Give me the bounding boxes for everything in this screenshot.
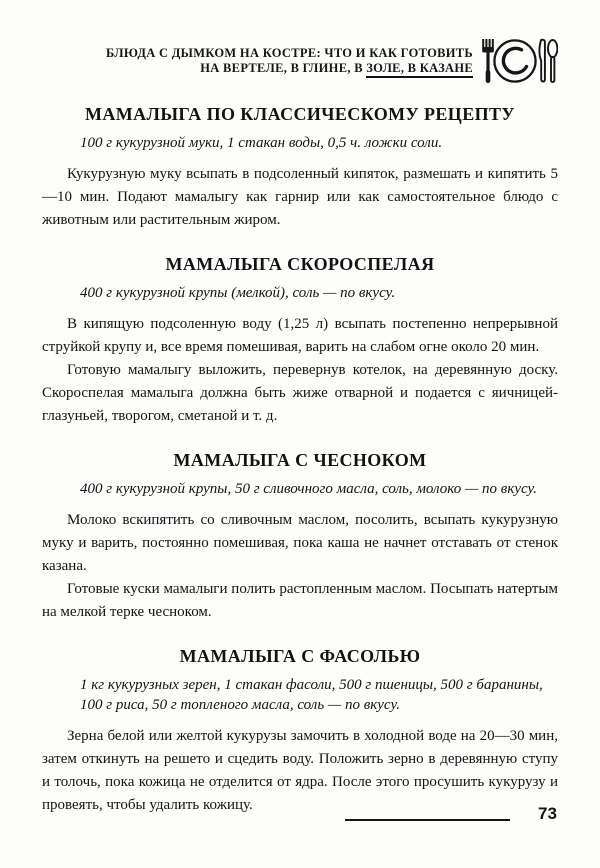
recipe-paragraph: Готовую мамалыгу выложить, перевернув котелок, на деревянную доску. Скороспелая мамалыга должна быть жиже отварной и подается с яичницей-глазуньей, творогом, сметаной и т. д. — [42, 362, 558, 424]
running-head-text — [106, 46, 473, 76]
recipe-ingredients: 400 г кукурузной крупы (мелкой), соль — по вкусу. — [80, 285, 396, 301]
page-number: 73 — [538, 804, 557, 823]
page-content — [42, 38, 558, 817]
place-setting-icon — [480, 38, 558, 84]
recipe-paragraph: Готовые куски мамалыги полить растопленным маслом. Посыпать натертым на мелкой терке чесноком. — [42, 581, 558, 620]
recipe-mamalyga-s-fasolyu — [42, 646, 558, 817]
recipe-mamalyga-classic — [42, 104, 558, 232]
recipe-mamalyga-skorospelaya — [42, 254, 558, 428]
running-head-line1: БЛЮДА С ДЫМКОМ НА КОСТРЕ: ЧТО И КАК ГОТОВИТЬ — [106, 46, 473, 60]
recipe-ingredients: 400 г кукурузной крупы, 50 г сливочного масла, соль, молоко — по вкусу. — [80, 481, 538, 497]
fork-icon — [482, 39, 494, 83]
recipe-paragraph: Молоко вскипятить со сливочным маслом, посолить, всыпать кукурузную муку и варить, постоянно помешивая, пока каша не начнет отставать от стенок казана. — [42, 512, 558, 574]
running-head-underlined-text: ЗОЛЕ, В КАЗАНЕ — [366, 61, 473, 78]
recipe-title: МАМАЛЫГА СКОРОСПЕЛАЯ — [165, 254, 435, 274]
spoon-icon — [548, 40, 557, 82]
recipe-paragraph: В кипящую подсоленную воду (1,25 л) всыпать постепенно непрерывной струйкой крупу и, все время помешивая, варить на слабом огне около 20 мин. — [42, 316, 558, 355]
running-head — [42, 38, 558, 84]
running-head-line2: НА ВЕРТЕЛЕ, В ГЛИНЕ, В ЗОЛЕ, В КАЗАНЕ — [106, 61, 473, 76]
recipe-title: МАМАЛЫГА С ЧЕСНОКОМ — [173, 450, 427, 470]
footer-rule — [345, 819, 510, 821]
recipe-ingredients: 100 г кукурузной муки, 1 стакан воды, 0,5 ч. ложки соли. — [80, 135, 443, 151]
plate-icon — [494, 40, 535, 81]
knife-icon — [539, 40, 544, 82]
recipe-ingredients: 1 кг кукурузных зерен, 1 стакан фасоли, 500 г пшеницы, 500 г баранины, 100 г риса, 50 г топленого масла, соль — по вкусу. — [80, 677, 543, 713]
recipe-title: МАМАЛЫГА С ФАСОЛЬЮ — [179, 646, 421, 666]
recipe-mamalyga-s-chesnokom — [42, 450, 558, 624]
recipe-paragraph: Кукурузную муку всыпать в подсоленный кипяток, размешать и кипятить 5—10 мин. Подают мамалыгу как гарнир или как самостоятельное блюдо с животным или растительным жиром. — [42, 166, 558, 228]
recipe-title: МАМАЛЫГА ПО КЛАССИЧЕСКОМУ РЕЦЕПТУ — [84, 104, 516, 124]
recipe-paragraph: Зерна белой или желтой кукурузы замочить в холодной воде на 20—30 мин, затем откинуть на решето и сцедить воду. Положить зерно в деревянную ступу и толочь, пока кожица не отделится от ядра. После этого просушить кукурузу и провеять, чтобы удалить кожицу. — [42, 728, 558, 813]
